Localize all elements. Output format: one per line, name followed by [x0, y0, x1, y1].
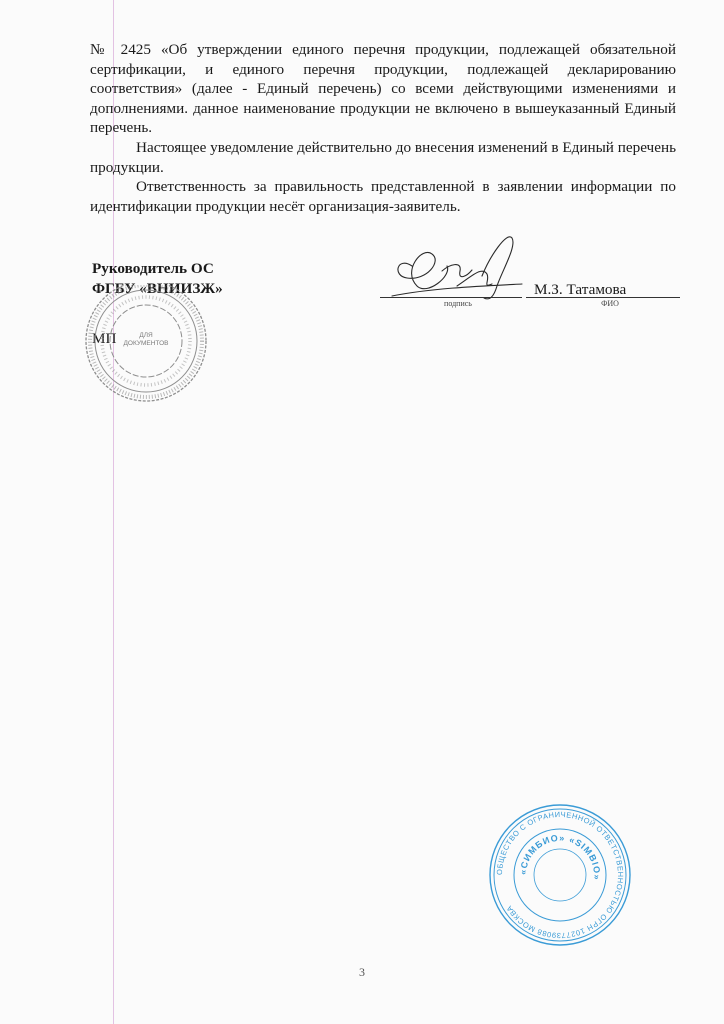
paragraph-responsibility: Ответственность за правильность представленной в заявлении информации по идентификации продукции несёт организация-заявитель.	[90, 178, 676, 215]
blue-stamp-inner-text: «СИМБИО» «SIMBIO»	[517, 832, 603, 881]
name-caption: ФИО	[601, 299, 619, 308]
blue-stamp-outer-text: ОБЩЕСТВО С ОГРАНИЧЕННОЙ ОТВЕТСТВЕННОСТЬЮ ОГРН 1027739088 МОСКВА	[494, 809, 626, 941]
signatory-name: М.З. Татамова	[534, 281, 627, 298]
page-number: 3	[359, 965, 365, 979]
paragraph-decree-reference: № 2425 «Об утверждении единого перечня продукции, подлежащей обязательной сертификации, и единого перечня продукции, подлежащей декларированию соответствия» (далее - Единый перечень) со всеми действующими изменениями и дополнениями. данное наименование продукции не включено в вышеуказанный Единый перечень.	[90, 41, 676, 137]
role-title: Руководитель ОС	[92, 260, 214, 277]
organization-name: ФГБУ «ВНИИЗЖ»	[92, 280, 223, 297]
seal-place-label: МП	[92, 330, 117, 347]
blue-round-stamp	[485, 800, 635, 955]
grey-round-stamp	[80, 285, 215, 412]
signature-line	[380, 297, 522, 298]
paragraph-validity: Настоящее уведомление действительно до внесения изменений в Единый перечень продукции.	[90, 138, 676, 176]
grey-stamp-inner-line2: ДОКУМЕНТОВ	[123, 340, 169, 347]
grey-stamp-inner-line1: ДЛЯ	[139, 332, 153, 339]
document-body	[90, 40, 676, 216]
signature-caption: подпись	[444, 299, 472, 308]
